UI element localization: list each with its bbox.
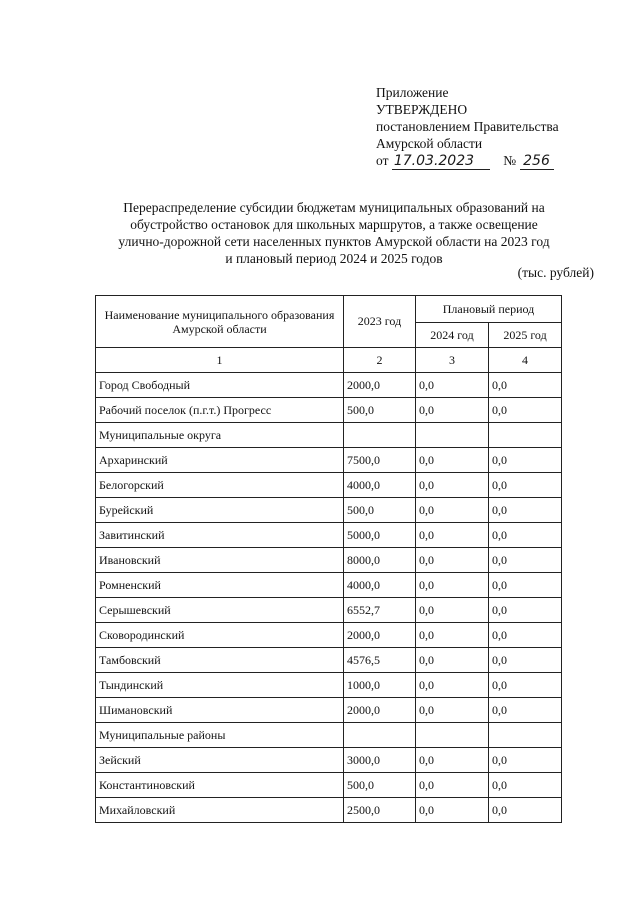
table-row	[96, 373, 562, 398]
cell-2023: 1000,0	[344, 673, 416, 698]
cell-2024: 0,0	[416, 498, 489, 523]
cell-2025: 0,0	[489, 623, 562, 648]
cell-2023: 500,0	[344, 498, 416, 523]
cell-name: Рабочий поселок (п.г.т.) Прогресс	[96, 398, 344, 423]
cell-2024: 0,0	[416, 473, 489, 498]
date-number-line	[376, 152, 559, 170]
table-row	[96, 798, 562, 823]
cell-2024: 0,0	[416, 548, 489, 573]
table-row	[96, 473, 562, 498]
cell-2024: 0,0	[416, 673, 489, 698]
title-line: Перераспределение субсидии бюджетам муниципальных образований на	[123, 200, 545, 215]
region-label: Амурской области	[376, 136, 483, 151]
cell-2024: 0,0	[416, 698, 489, 723]
table-body	[96, 373, 562, 823]
cell-2025: 0,0	[489, 398, 562, 423]
cell-name: Ромненский	[96, 573, 344, 598]
cell-2025	[489, 423, 562, 448]
cell-2023: 2500,0	[344, 798, 416, 823]
table-row	[96, 598, 562, 623]
table-row	[96, 698, 562, 723]
cell-name: Тамбовский	[96, 648, 344, 673]
header-2025: 2025 год	[489, 323, 562, 348]
title-line: и плановый период 2024 и 2025 годов	[225, 251, 443, 266]
table-row	[96, 498, 562, 523]
cell-name: Город Свободный	[96, 373, 344, 398]
cell-2024: 0,0	[416, 398, 489, 423]
table-row	[96, 423, 562, 448]
title-line: обустройство остановок для школьных маршрутов, а также освещение	[130, 217, 538, 232]
table-row	[96, 723, 562, 748]
column-index: 2	[344, 348, 416, 373]
date-prefix: от	[376, 153, 389, 168]
cell-2025: 0,0	[489, 748, 562, 773]
cell-2024: 0,0	[416, 448, 489, 473]
cell-2025: 0,0	[489, 473, 562, 498]
cell-2025: 0,0	[489, 698, 562, 723]
cell-name: Белогорский	[96, 473, 344, 498]
cell-2023: 8000,0	[344, 548, 416, 573]
cell-2025: 0,0	[489, 648, 562, 673]
cell-name: Ивановский	[96, 548, 344, 573]
cell-name: Зейский	[96, 748, 344, 773]
cell-2024	[416, 423, 489, 448]
table-row	[96, 398, 562, 423]
date-value: 17.03.2023	[392, 154, 490, 170]
table-row	[96, 623, 562, 648]
cell-2024: 0,0	[416, 748, 489, 773]
approved-label: УТВЕРЖДЕНО	[376, 102, 468, 117]
units-label: (тыс. рублей)	[517, 265, 594, 280]
cell-2025	[489, 723, 562, 748]
number-value: 256	[520, 154, 554, 170]
cell-2023: 2000,0	[344, 698, 416, 723]
table-row	[96, 523, 562, 548]
cell-2023: 2000,0	[344, 623, 416, 648]
cell-2023: 500,0	[344, 398, 416, 423]
cell-2023: 2000,0	[344, 373, 416, 398]
cell-2024	[416, 723, 489, 748]
cell-2025: 0,0	[489, 573, 562, 598]
cell-2024: 0,0	[416, 523, 489, 548]
cell-name: Михайловский	[96, 798, 344, 823]
cell-2025: 0,0	[489, 373, 562, 398]
cell-2023: 3000,0	[344, 748, 416, 773]
approval-block	[376, 84, 559, 170]
cell-2024: 0,0	[416, 623, 489, 648]
header-2023: 2023 год	[344, 296, 416, 348]
cell-2023: 6552,7	[344, 598, 416, 623]
cell-2025: 0,0	[489, 548, 562, 573]
cell-name: Константиновский	[96, 773, 344, 798]
cell-name: Архаринский	[96, 448, 344, 473]
table-row	[96, 573, 562, 598]
header-2024: 2024 год	[416, 323, 489, 348]
cell-2025: 0,0	[489, 498, 562, 523]
cell-2025: 0,0	[489, 523, 562, 548]
table-row	[96, 548, 562, 573]
cell-name: Тындинский	[96, 673, 344, 698]
cell-2023	[344, 423, 416, 448]
column-index: 1	[96, 348, 344, 373]
title-line: улично-дорожной сети населенных пунктов Амурской области на 2023 год	[118, 234, 550, 249]
cell-name: Муниципальные округа	[96, 423, 344, 448]
cell-2025: 0,0	[489, 598, 562, 623]
cell-name: Завитинский	[96, 523, 344, 548]
cell-2024: 0,0	[416, 648, 489, 673]
subsidy-table	[95, 295, 562, 823]
table-row	[96, 748, 562, 773]
cell-2023: 500,0	[344, 773, 416, 798]
cell-2025: 0,0	[489, 448, 562, 473]
table-row	[96, 773, 562, 798]
cell-2023: 4000,0	[344, 573, 416, 598]
cell-2023	[344, 723, 416, 748]
number-sign: №	[503, 153, 517, 168]
cell-name: Шимановский	[96, 698, 344, 723]
table-row	[96, 448, 562, 473]
document-title	[100, 199, 568, 267]
cell-name: Сковородинский	[96, 623, 344, 648]
cell-2023: 5000,0	[344, 523, 416, 548]
cell-2023: 4000,0	[344, 473, 416, 498]
column-index-row	[96, 348, 562, 373]
header-name: Наименование муниципального образования Амурской области	[96, 296, 344, 348]
cell-2023: 4576,5	[344, 648, 416, 673]
cell-2024: 0,0	[416, 598, 489, 623]
cell-2024: 0,0	[416, 573, 489, 598]
cell-name: Серышевский	[96, 598, 344, 623]
appendix-label: Приложение	[376, 85, 449, 100]
cell-2024: 0,0	[416, 773, 489, 798]
table-row	[96, 648, 562, 673]
cell-2025: 0,0	[489, 773, 562, 798]
cell-2025: 0,0	[489, 673, 562, 698]
cell-2024: 0,0	[416, 373, 489, 398]
table-row	[96, 673, 562, 698]
resolution-label: постановлением Правительства	[376, 119, 559, 134]
cell-name: Муниципальные районы	[96, 723, 344, 748]
cell-2025: 0,0	[489, 798, 562, 823]
header-planned-period: Плановый период	[416, 296, 562, 323]
cell-2024: 0,0	[416, 798, 489, 823]
column-index: 3	[416, 348, 489, 373]
column-index: 4	[489, 348, 562, 373]
cell-2023: 7500,0	[344, 448, 416, 473]
cell-name: Бурейский	[96, 498, 344, 523]
